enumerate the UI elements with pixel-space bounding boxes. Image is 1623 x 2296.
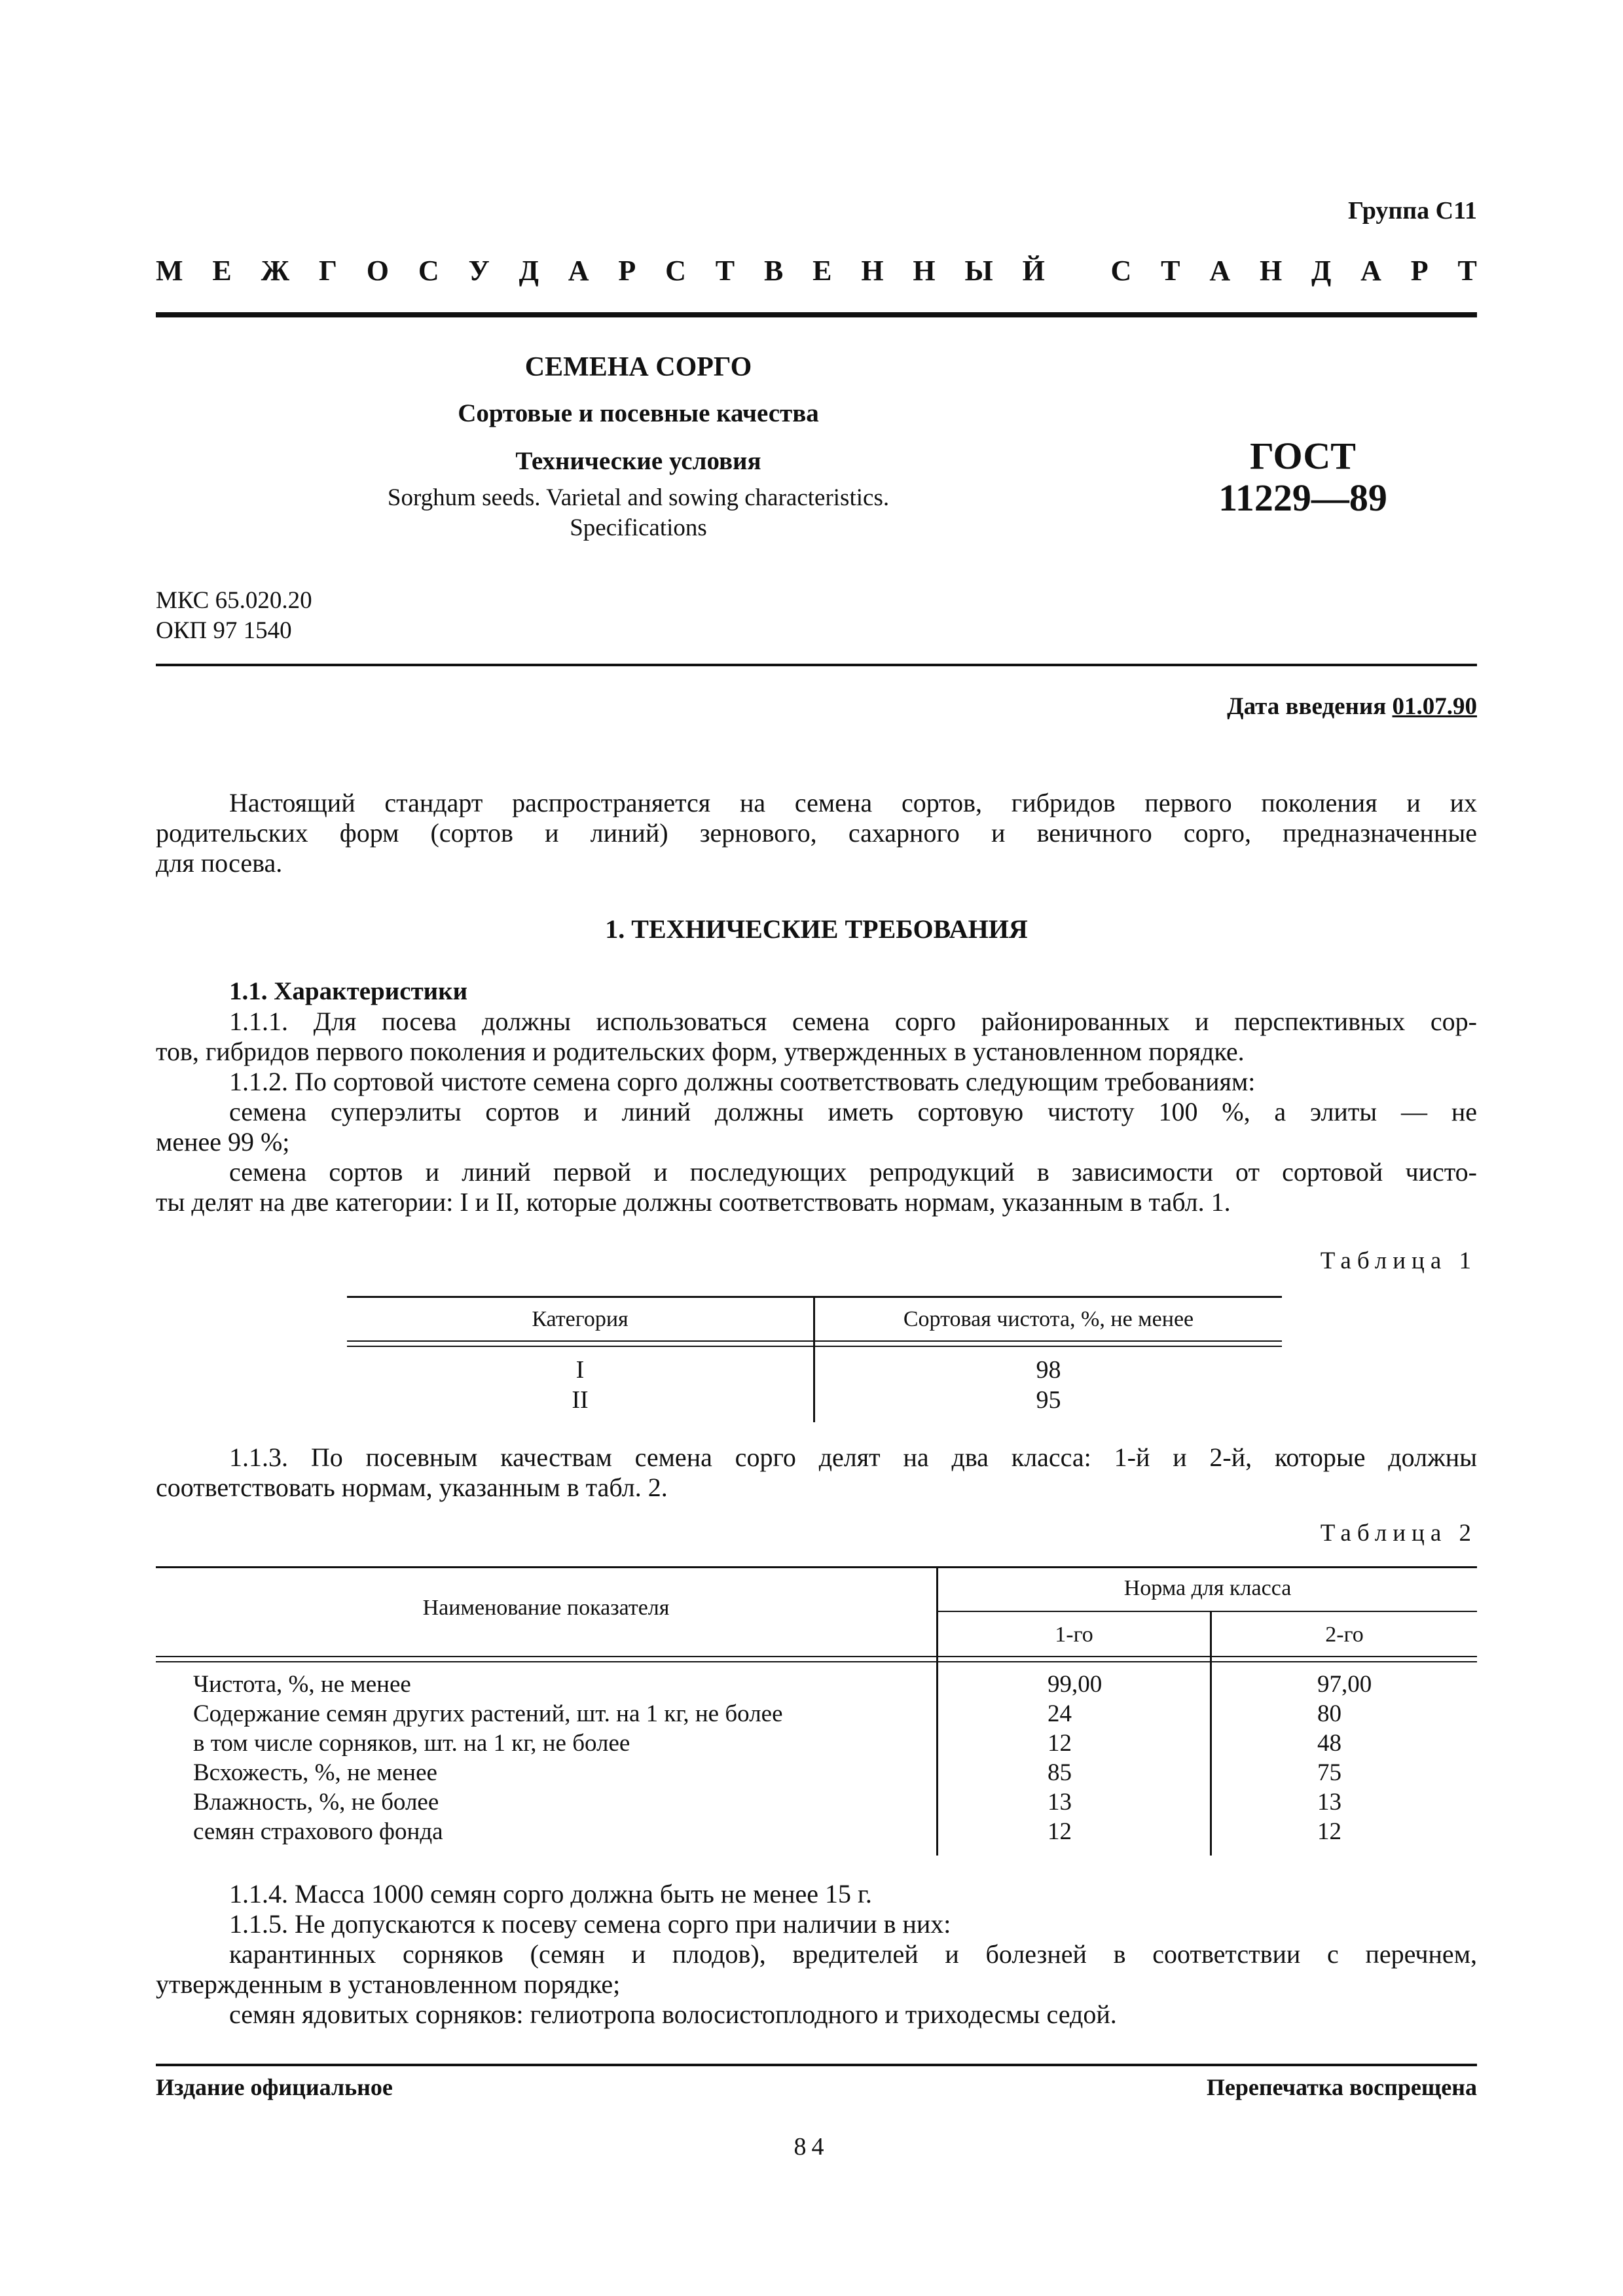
okp-code: ОКП 97 1540 [156, 617, 292, 644]
table-2-class-1-values [1048, 1670, 1198, 1846]
p112b-line-2: ты делят на две категории: I и II, которые должны соответствовать нормам, указанным в табл. 1. [156, 1187, 1231, 1217]
intro-paragraph [156, 788, 1477, 878]
header-rule [156, 312, 1477, 317]
intro-line-2: родительских форм (сортов и линий) зернового, сахарного и веничного сорго, предназначенные [156, 818, 1477, 848]
banner-letter: Й [1022, 255, 1045, 287]
table-1-header-purity: Сортовая чистота, %, не менее [903, 1307, 1194, 1331]
banner-letter: Г [318, 255, 337, 287]
table-cell: 12 [1048, 1730, 1072, 1757]
title-rule [156, 664, 1477, 666]
official-edition-label: Издание официальное [156, 2074, 393, 2100]
banner-letter: А [1209, 255, 1231, 287]
table-1-caption: Таблица 1 [1320, 1247, 1477, 1274]
p112a-line-1: семена суперэлиты сортов и линий должны иметь сортовую чистоту 100 %, а элиты — не [229, 1097, 1477, 1126]
banner-letter: Р [618, 255, 636, 287]
table-row: в том числе сорняков, шт. на 1 кг, не более [193, 1730, 630, 1757]
banner-letter: Т [1457, 255, 1477, 287]
gost-code: 11229—89 [1218, 476, 1387, 519]
table-2-header-class-2: 2-го [1325, 1623, 1364, 1647]
table-1-values [815, 1355, 1282, 1415]
english-title-line-2: Specifications [570, 514, 707, 541]
table-cell: 75 [1317, 1759, 1341, 1786]
table-row: Содержание семян других растений, шт. на 1 кг, не более [193, 1700, 783, 1727]
table-2-divider-2 [1210, 1611, 1212, 1856]
banner-letter: В [763, 255, 784, 287]
table-cell: 12 [1317, 1818, 1341, 1845]
reprint-prohibited-label: Перепечатка воспрещена [1206, 2074, 1477, 2100]
table-1-header-category: Категория [532, 1307, 629, 1331]
banner-letter: Д [1311, 255, 1332, 287]
effective-date-value: 01.07.90 [1392, 693, 1477, 720]
table-cell: 97,00 [1317, 1671, 1372, 1698]
p115-line: 1.1.5. Не допускаются к посеву семена сорго при наличии в них: [229, 1909, 951, 1939]
document-title: СЕМЕНА СОРГО [524, 352, 752, 382]
document-subtitle-2: Технические условия [515, 447, 761, 475]
classification-codes [156, 586, 312, 646]
gost-label: ГОСТ [1250, 435, 1356, 477]
table-2-caption: Таблица 2 [1320, 1520, 1477, 1547]
table-row: Всхожесть, %, не менее [193, 1759, 437, 1786]
banner-letter: У [468, 255, 490, 287]
table-2-divider-1 [936, 1566, 938, 1856]
table-2-group-rule [938, 1611, 1477, 1612]
effective-date-label: Дата введения [1227, 693, 1393, 720]
p115b-line: семян ядовитых сорняков: гелиотропа волосистоплодного и триходесмы седой. [229, 2000, 1117, 2029]
banner-letter: А [1360, 255, 1381, 287]
p114-line: 1.1.4. Масса 1000 семян сорго должна быть не менее 15 г. [229, 1879, 872, 1909]
table-2-header-class-1: 1-го [1055, 1623, 1093, 1647]
table-2-header-rule [156, 1656, 1477, 1657]
p113-line-2: соответствовать нормам, указанным в табл. 2. [156, 1473, 668, 1502]
banner-letter: Е [212, 255, 232, 287]
p111-line-2: тов, гибридов первого поколения и родительских форм, утвержденных в установленном порядке. [156, 1037, 1245, 1066]
banner-letter: Н [1259, 255, 1283, 287]
table-cell: 24 [1048, 1700, 1072, 1727]
table-cell: 13 [1048, 1789, 1072, 1816]
banner-letter: М [156, 255, 183, 287]
table-row: II [572, 1386, 589, 1414]
banner-letter: Т [715, 255, 735, 287]
table-row: семян страхового фонда [193, 1818, 443, 1845]
banner-letter: С [665, 255, 686, 287]
table-row: Влажность, %, не более [193, 1789, 439, 1816]
banner-letter: С [1110, 255, 1132, 287]
table-cell: 95 [1036, 1386, 1061, 1414]
table-cell: 85 [1048, 1759, 1072, 1786]
section-1-1 [156, 977, 1477, 1217]
banner-letter: Ы [964, 255, 993, 287]
banner-letter: Н [913, 255, 936, 287]
table-cell: 80 [1317, 1700, 1341, 1727]
gost-number [1165, 435, 1440, 519]
banner-letter: Е [812, 255, 832, 287]
table-2-header-rule-2 [156, 1661, 1477, 1662]
banner-letter: Р [1410, 255, 1429, 287]
p113-line-1: 1.1.3. По посевным качествам семена сорго делят на два класса: 1-й и 2-й, которые должны [229, 1443, 1477, 1472]
table-cell: 13 [1317, 1789, 1341, 1816]
banner-letter: Т [1161, 255, 1180, 287]
table-row: I [575, 1356, 585, 1384]
banner-letter: Д [519, 255, 539, 287]
p112b-line-1: семена сортов и линий первой и последующих репродукций в зависимости от сортовой чисто- [229, 1157, 1477, 1187]
table-1-categories [347, 1355, 813, 1415]
page-number: 84 [793, 2133, 830, 2161]
interstate-standard-banner [156, 254, 1477, 287]
mks-code: МКС 65.020.20 [156, 587, 312, 614]
section-1-1-continued [156, 1879, 1477, 2030]
banner-letter: С [418, 255, 439, 287]
title-block [262, 347, 1015, 543]
p111-line-1: 1.1.1. Для посева должны использоваться семена сорго районированных и перспективных сор- [229, 1007, 1477, 1036]
table-2-header-group: Норма для класса [1123, 1576, 1292, 1600]
subsection-heading: 1.1. Характеристики [229, 977, 468, 1005]
table-2-class-2-values [1317, 1670, 1468, 1846]
section-heading: 1. ТЕХНИЧЕСКИЕ ТРЕБОВАНИЯ [605, 914, 1028, 944]
group-label: Группа С11 [1347, 197, 1477, 224]
banner-letter: Ж [261, 255, 290, 287]
banner-letter: О [366, 255, 390, 287]
intro-line-1: Настоящий стандарт распространяется на семена сортов, гибридов первого поколения и их [229, 788, 1477, 817]
table-2-names [193, 1670, 926, 1846]
banner-letter [1074, 254, 1082, 287]
footer-rule [156, 2064, 1477, 2066]
banner-letter: А [568, 255, 589, 287]
banner-letter: Н [861, 255, 884, 287]
p115a-line-2: утвержденным в установленном порядке; [156, 1969, 621, 1999]
table-cell: 12 [1048, 1818, 1072, 1845]
table-2-top-rule [156, 1566, 1477, 1568]
document-subtitle: Сортовые и посевные качества [458, 399, 819, 427]
table-2-header-name: Наименование показателя [422, 1596, 670, 1620]
p115a-line-1: карантинных сорняков (семян и плодов), вредителей и болезней в соответствии с перечнем, [229, 1939, 1477, 1969]
effective-date [1227, 692, 1477, 721]
intro-line-3: для посева. [156, 848, 283, 878]
english-title-line-1: Sorghum seeds. Varietal and sowing characteristics. [387, 484, 890, 511]
p112-line: 1.1.2. По сортовой чистоте семена сорго должны соответствовать следующим требованиям: [229, 1067, 1256, 1096]
table-cell: 98 [1036, 1356, 1061, 1384]
table-cell: 48 [1317, 1730, 1341, 1757]
p113-paragraph [156, 1443, 1477, 1503]
table-cell: 99,00 [1048, 1671, 1103, 1698]
p112a-line-2: менее 99 %; [156, 1127, 290, 1157]
table-row: Чистота, %, не менее [193, 1671, 411, 1698]
